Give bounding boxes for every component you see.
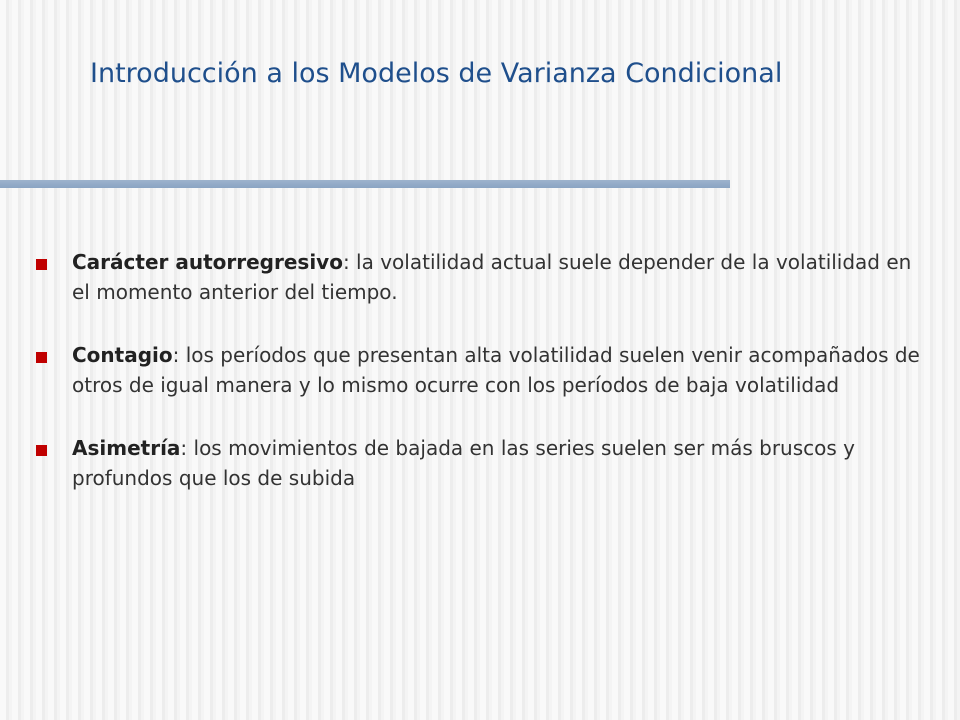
bullet-item-autorregresivo (0, 247, 960, 307)
bullet-term: Carácter autorregresivo (72, 250, 343, 274)
bullet-list (0, 247, 960, 493)
bullet-term: Contagio (72, 343, 173, 367)
bullet-text: : los movimientos de bajada en las series suelen ser más bruscos y profundos que los de subida (72, 436, 855, 490)
bullet-item-asimetria (0, 433, 960, 493)
square-bullet-icon (36, 259, 47, 270)
square-bullet-icon (36, 352, 47, 363)
bullet-text: : la volatilidad actual suele depender de la volatilidad en el momento anterior del tiempo. (72, 250, 912, 304)
title-divider-bar (0, 180, 730, 188)
bullet-item-contagio (0, 340, 960, 400)
slide-title: Introducción a los Modelos de Varianza Condicional (90, 58, 783, 89)
square-bullet-icon (36, 445, 47, 456)
bullet-text: : los períodos que presentan alta volatilidad suelen venir acompañados de otros de igual manera y lo mismo ocurre con los períodos de baja volatilidad (72, 343, 920, 397)
bullet-term: Asimetría (72, 436, 181, 460)
